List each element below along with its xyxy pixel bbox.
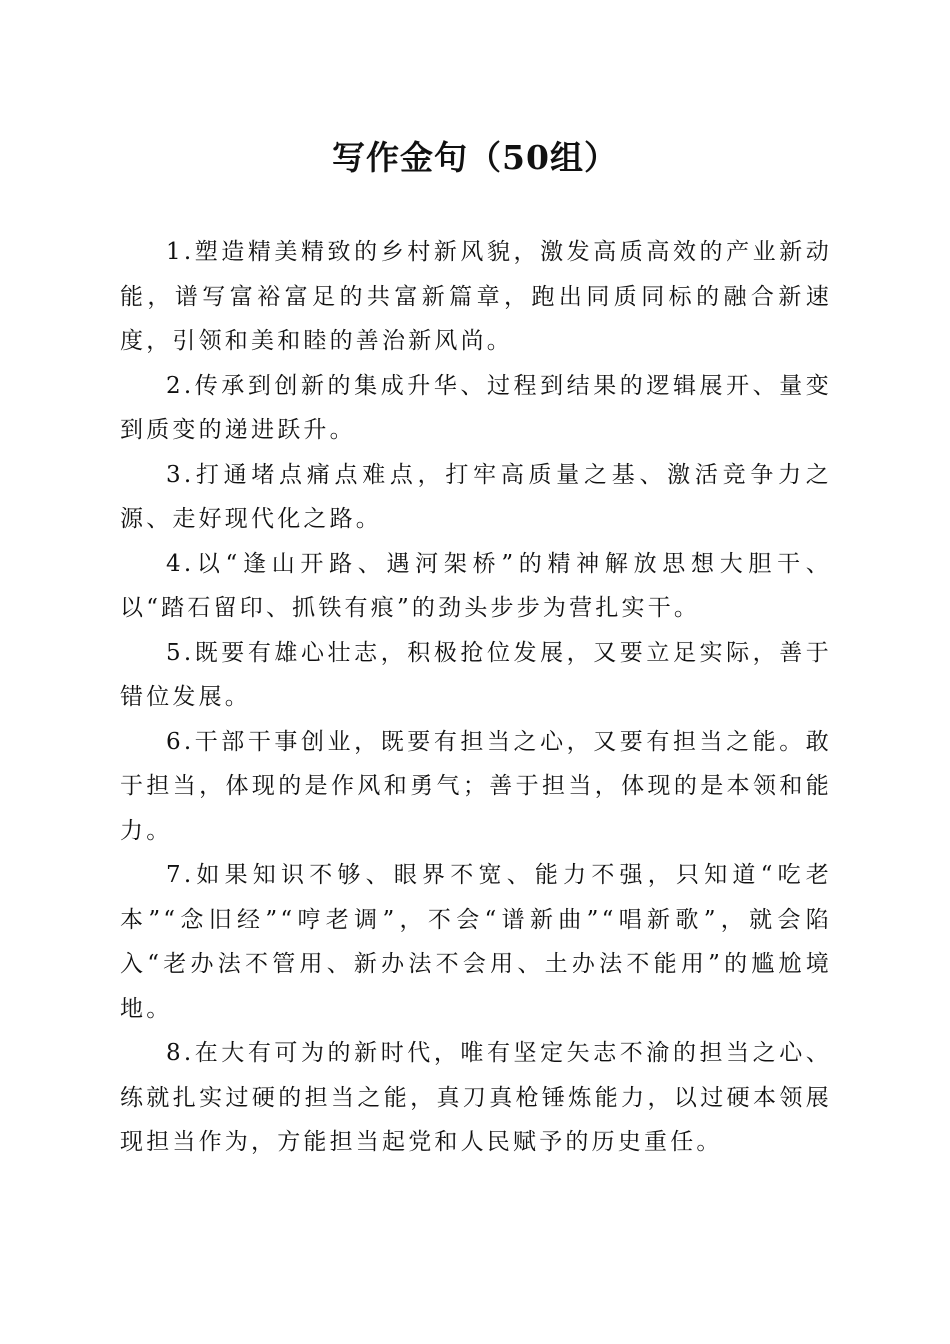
document-title: 写作金句（50组）: [332, 138, 618, 177]
paragraph-3: 3.打通堵点痛点难点，打牢高质量之基、激活竞争力之源、走好现代化之路。: [120, 461, 832, 532]
paragraph-6: 6.干部干事创业，既要有担当之心，又要有担当之能。敢于担当，体现的是作风和勇气；善于担当，体现的是本领和能力。: [120, 728, 832, 844]
paragraph-1: 1.塑造精美精致的乡村新风貌，激发高质高效的产业新动能，谱写富裕富足的共富新篇章，跑出同质同标的融合新速度，引领和美和睦的善治新风尚。: [120, 239, 832, 354]
document-body: [120, 230, 832, 1165]
paragraph-5: 5.既要有雄心壮志，积极抢位发展，又要立足实际，善于错位发展。: [120, 639, 832, 710]
paragraph-8: 8.在大有可为的新时代，唯有坚定矢志不渝的担当之心、练就扎实过硬的担当之能，真刀真枪锤炼能力，以过硬本领展现担当作为，方能担当起党和人民赋予的历史重任。: [120, 1040, 832, 1155]
paragraph-4: 4.以“逢山开路、遇河架桥”的精神解放思想大胆干、以“踏石留印、抓铁有痕”的劲头步步为营扎实干。: [120, 550, 832, 621]
paragraph-7: 7.如果知识不够、眼界不宽、能力不强，只知道“吃老本”“念旧经”“哼老调”，不会“谱新曲”“唱新歌”，就会陷入“老办法不管用、新办法不会用、土办法不能用”的尴尬境地。: [120, 862, 832, 1022]
paragraph-2: 2.传承到创新的集成升华、过程到结果的逻辑展开、量变到质变的递进跃升。: [120, 372, 832, 443]
